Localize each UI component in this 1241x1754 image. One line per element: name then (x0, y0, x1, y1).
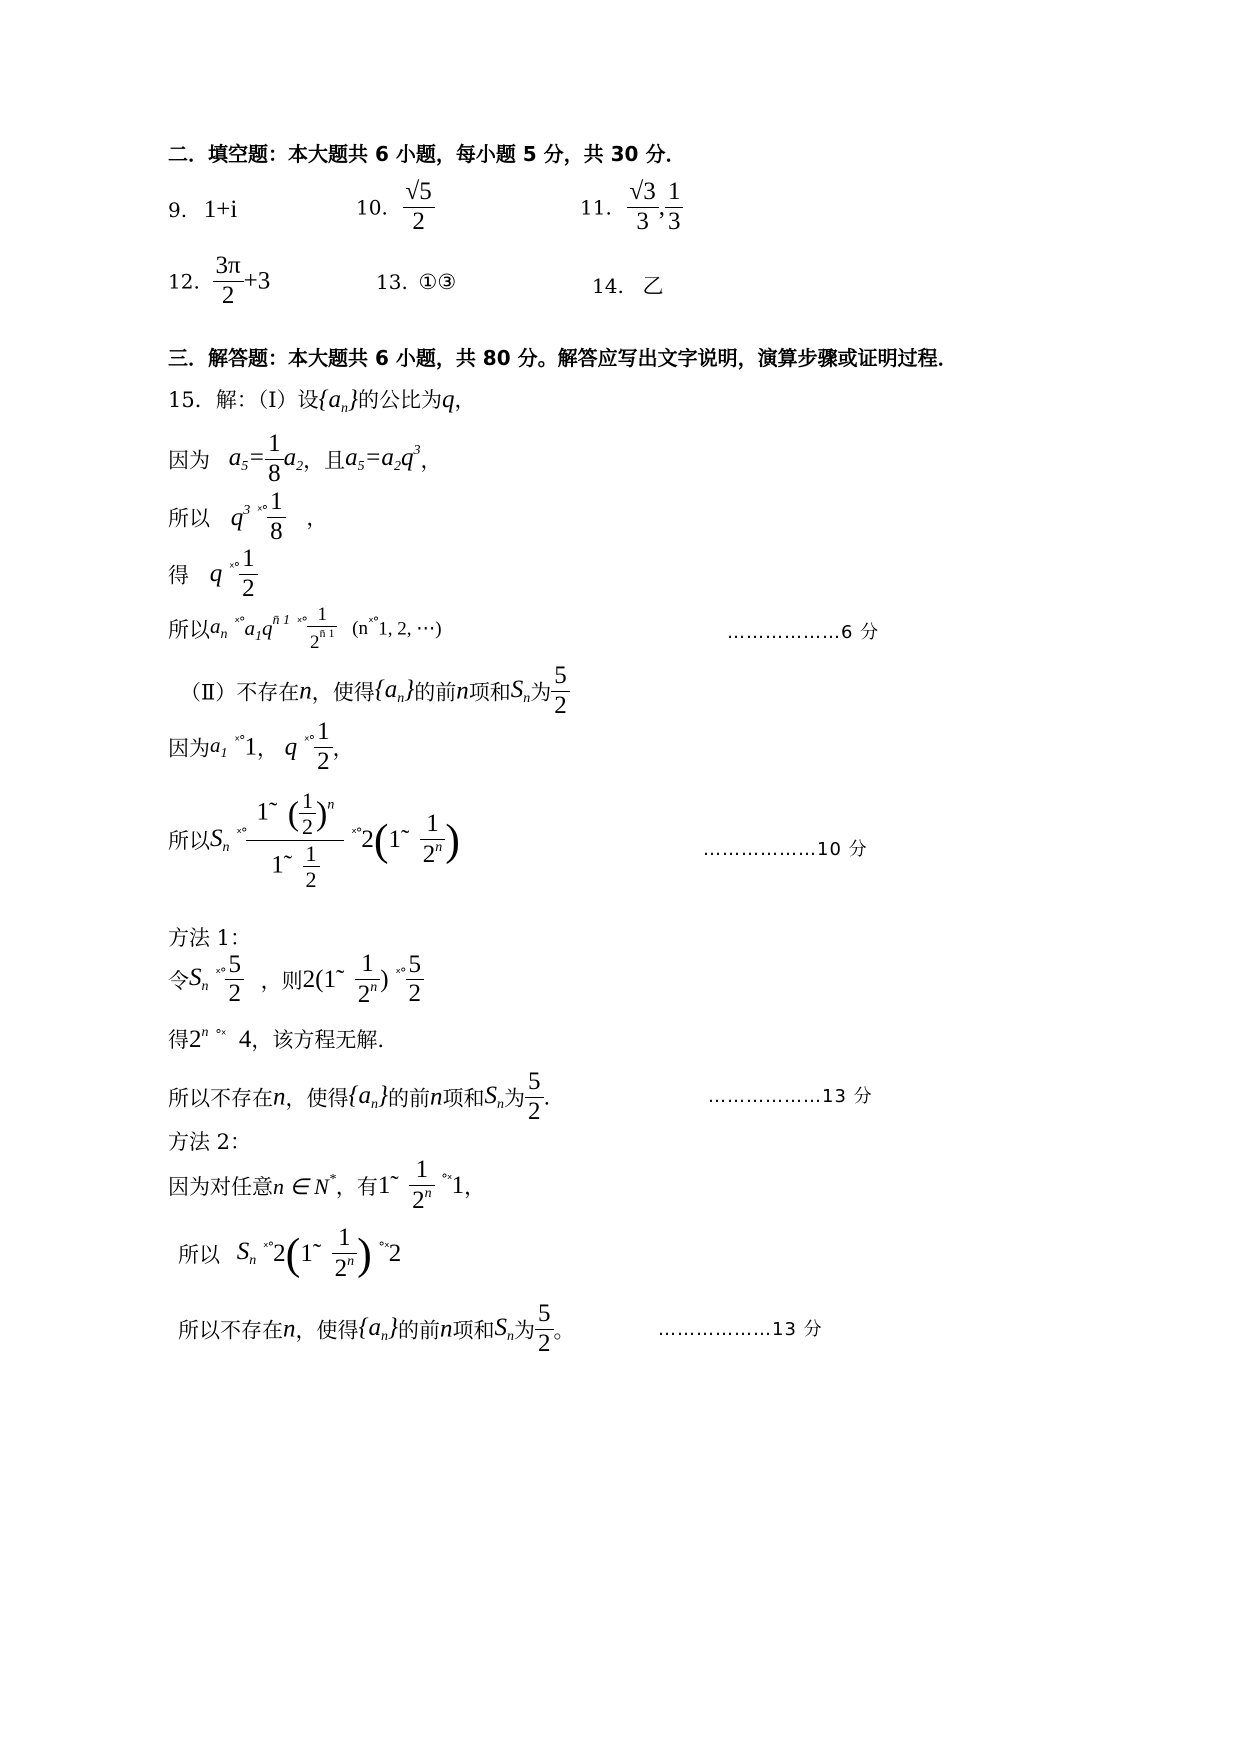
text: 因为 (168, 448, 210, 473)
text: 的前 (398, 1318, 440, 1343)
score-6: ………………6 分 (727, 622, 880, 643)
numerator: 3π (213, 252, 244, 282)
glyph: ˣ° (236, 826, 247, 842)
q15-label: 15．解：（Ⅰ）设 (168, 388, 319, 412)
text: ，则 (260, 968, 303, 993)
text: 得 (168, 563, 189, 588)
text: 1, 2, ⋯) (378, 618, 442, 640)
part-2-intro (180, 662, 570, 721)
glyph: °ˣ (441, 1172, 452, 1188)
fraction: $\frac{5}{2}$ (551, 662, 570, 721)
fraction (665, 178, 684, 237)
answer-label: 11. (580, 195, 612, 220)
var-n: n (283, 1315, 296, 1343)
answer-value: ①③ (418, 270, 457, 294)
answer-tail: +3 (243, 267, 271, 295)
step-because: 因为 $a_5=$ $\frac{1}{8}$ $a_2$，且$a_5=a_2q^3$， (168, 430, 442, 487)
text: 所以 (168, 506, 210, 531)
glyph: ˣ° (262, 1240, 274, 1256)
step-method2-sum: 所以 $S_n$ $^{ˣ^\circ}$2(1̃ $\frac{1}{2^n}$ ) $^{^\circ ˣ}$2 (178, 1224, 402, 1282)
text: . (543, 1085, 551, 1110)
fraction: $\frac{5}{2}$ (225, 951, 244, 1010)
step-a1-q: 因为$a_1$ $^{ˣ^\circ}$1， q $^{ˣ^\circ}$ $\frac{1}{2}$ ， (168, 718, 354, 775)
var-s-n: $S_n$ (210, 824, 230, 855)
fraction: $\frac{1}{2^n}$ (409, 1156, 435, 1216)
text: 因为对任意 (168, 1174, 273, 1199)
step-q-value (168, 545, 258, 604)
step-general-term (168, 604, 442, 654)
numerator: 1 (665, 178, 684, 208)
fraction: $\frac{5}{2}$ (525, 1068, 544, 1127)
text: 项和 (468, 680, 511, 705)
text: ，使得 (295, 1318, 359, 1343)
fraction: $\frac{1}{2^n}$ (420, 810, 446, 870)
expr: $a_2$ (283, 443, 304, 474)
solution-section-header: 三．解答题：本大题共 6 小题，共 80 分。解答应写出文字说明，演算步骤或证明过程． (168, 346, 958, 370)
answer-label: 12. (168, 269, 200, 294)
text: 的前 (414, 680, 457, 705)
answer-10 (356, 178, 435, 237)
method-1-label: 方法 1： (168, 926, 252, 950)
text: ，该方程无解. (251, 1028, 385, 1052)
glyph: ˣ° (303, 733, 315, 749)
text: ，使得 (311, 680, 375, 705)
text: 。 (553, 1318, 575, 1343)
var-n: n (273, 1083, 286, 1111)
answer-label: 14. (592, 274, 624, 298)
answer-label: 13. (376, 270, 408, 294)
fraction: $\frac{1}{8}$ (267, 488, 286, 547)
fraction: $\frac{1}{2}$ (314, 718, 333, 777)
expr: $a_5=a_2q^3$ (345, 443, 421, 475)
glyph: ˣ° (296, 615, 307, 631)
answer-value: 1+i (203, 196, 238, 223)
var-n: n (456, 677, 469, 705)
denominator: 3 (667, 207, 681, 235)
q15-intro (168, 384, 476, 417)
fraction (403, 178, 435, 237)
denominator: 2 (221, 281, 235, 309)
text: (n (352, 617, 368, 639)
answer-11 (580, 178, 683, 237)
text: 且 (324, 448, 346, 473)
fraction: $\frac{1}{2^{n̄ 1}}$ (307, 604, 338, 654)
step-sum-formula: 所以$S_n$ $^{ˣ^\circ}$ 1̃ ( $\frac{1}{2}$ )$^n$ 1̃ $\frac{1}{2}$ $^{ˣ^\circ}$2(1̃ $\frac{1}{2^n}$ ) (168, 788, 460, 892)
expr: $q^3$ (230, 502, 251, 531)
answer-label: 10. (356, 195, 388, 220)
text: 的前 (388, 1086, 430, 1111)
var-q: q (209, 560, 223, 588)
glyph: ˣ° (256, 503, 268, 519)
method-2-label: 方法 2： (168, 1130, 252, 1154)
var-s-n: $S_n$ (484, 1081, 504, 1112)
expr: $a_1$ (210, 732, 228, 761)
fraction: $\frac{1}{2^n}$ (355, 950, 381, 1010)
expr: $a_1q^{n̄ 1}$ (244, 612, 290, 644)
fraction: $\frac{1}{2^n}$ (332, 1224, 358, 1284)
text: ，有 (335, 1174, 378, 1199)
glyph: °ˣ (378, 1240, 389, 1256)
text: ， (454, 388, 476, 412)
conclusion-1 (168, 1068, 550, 1127)
glyph: °ˣ (215, 1028, 226, 1043)
fraction (213, 252, 244, 311)
sequence-a-n: $\{a_n\}$ (318, 386, 359, 416)
text: 的公比为 (358, 388, 443, 412)
text: 项和 (442, 1086, 485, 1111)
var-n: n (299, 677, 312, 705)
answer-12 (168, 252, 270, 311)
text: 得 (168, 1028, 189, 1052)
text: ，使得 (285, 1086, 349, 1111)
fraction: $\frac{1}{8}$ (265, 430, 284, 489)
text: 所以不存在 (168, 1086, 273, 1111)
var-s-n: $S_n$ (189, 964, 209, 995)
glyph: ˣ° (228, 560, 240, 576)
fraction: $\frac{1}{2}$ (239, 545, 258, 604)
text: 为 (530, 680, 552, 705)
text: 所以 (168, 617, 210, 642)
glyph: ˣ° (351, 826, 362, 842)
numerator: √5 (403, 178, 435, 208)
fraction (627, 178, 659, 237)
text: 所以不存在 (178, 1318, 283, 1343)
text: 为 (514, 1318, 535, 1343)
text: 令 (168, 968, 189, 993)
var-n: n (440, 1315, 453, 1343)
var-q: q (442, 386, 455, 413)
text: 所以 (178, 1242, 220, 1267)
var-s-n: $S_n$ (494, 1313, 514, 1344)
fill-in-section-header: 二．填空题：本大题共 6 小题，每小题 5 分，共 30 分． (168, 142, 686, 166)
expr: $a_5=$ (228, 443, 266, 474)
text: 所以 (168, 829, 210, 854)
glyph: ˣ° (234, 615, 245, 631)
denominator: 3 (636, 207, 649, 235)
var-s-n: $S_n$ (236, 1238, 257, 1269)
expr: n ∈ N* (273, 1171, 336, 1199)
answer-9 (168, 196, 237, 224)
score-13-method1: ………………13 分 (708, 1086, 873, 1107)
step-method2-bound: 因为对任意n ∈ N*，有1̃ $\frac{1}{2^n}$ $^{^\circ ˣ}$1， (168, 1156, 486, 1214)
glyph: ˣ° (367, 615, 379, 631)
sequence-a-n: $\{a_n\}$ (348, 1081, 388, 1112)
step-method1-let: 令$S_n$ $^{ˣ^\circ}$ $\frac{5}{2}$ ，则2(1̃ $\frac{1}{2^n}$ ) $^{ˣ^\circ}$ $\frac{5}{2}$ (168, 950, 424, 1010)
var-s-n: $S_n$ (510, 675, 531, 706)
fraction: $\frac{5}{2}$ (406, 951, 425, 1010)
answer-13 (376, 270, 456, 294)
var-n: n (430, 1083, 443, 1111)
glyph: ˣ° (215, 966, 226, 982)
numerator: √3 (627, 178, 659, 208)
glyph: ˣ° (234, 733, 245, 749)
text: 因为 (168, 736, 210, 761)
score-10: ………………10 分 (703, 839, 868, 860)
glyph: ˣ° (395, 966, 406, 982)
step-q-cubed: 所以 $q^3$ $^{ˣ^\circ}$ $\frac{1}{8}$ ， (168, 488, 328, 545)
score-13-method2: ………………13 分 (658, 1319, 823, 1340)
step-method1-result: 得2$^n$ $^{^\circ ˣ}$ 4，该方程无解. (168, 1025, 385, 1053)
conclusion-2 (178, 1300, 575, 1359)
denominator: 2 (412, 207, 425, 235)
sequence-a-n: $\{a_n\}$ (374, 675, 415, 706)
expr: $a_n$ (210, 614, 228, 643)
text: （Ⅱ）不存在 (180, 680, 300, 705)
answer-value: 乙 (642, 274, 664, 298)
fraction: $\frac{5}{2}$ (535, 1300, 554, 1359)
text: 项和 (452, 1318, 495, 1343)
text: 为 (504, 1086, 525, 1111)
answer-14 (592, 270, 664, 300)
sequence-a-n: $\{a_n\}$ (358, 1313, 398, 1344)
fraction: 1̃ ( $\frac{1}{2}$ )$^n$ 1̃ $\frac{1}{2}$ (246, 788, 344, 892)
answer-label: 9. (168, 198, 188, 222)
var-q: q (284, 733, 298, 761)
separator: , (658, 193, 665, 221)
